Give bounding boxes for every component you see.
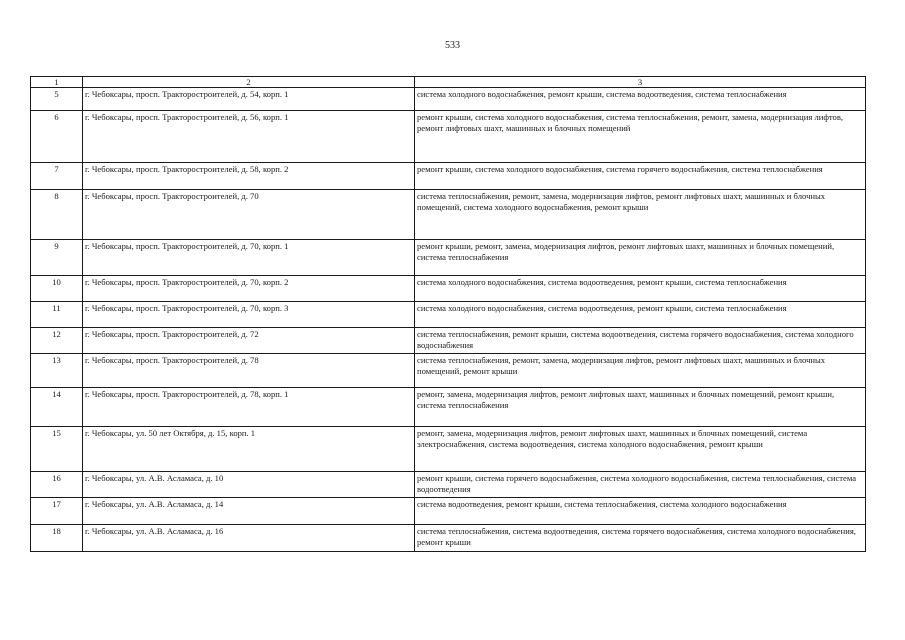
works-cell: система холодного водоснабжения, ремонт крыши, система водоотведения, система теплоснабжения [415,88,866,111]
works-cell: ремонт крыши, система холодного водоснабжения, система теплоснабжения, ремонт, замена, модернизация лифтов, ремонт лифтовых шахт, машинных и блочных помещений [415,111,866,163]
row-number-cell: 5 [31,88,83,111]
page-number: 533 [445,40,460,51]
table-row [31,427,866,472]
address-cell: г. Чебоксары, ул. А.В. Асламаса, д. 16 [83,525,415,552]
address-cell: г. Чебоксары, просп. Тракторостроителей, д. 56, корп. 1 [83,111,415,163]
table-row [31,525,866,552]
address-cell: г. Чебоксары, просп. Тракторостроителей, д. 58, корп. 2 [83,163,415,190]
row-number-cell: 6 [31,111,83,163]
table-header-row [31,77,866,88]
table-row [31,88,866,111]
header-col-2: 2 [83,77,415,88]
table-row [31,328,866,354]
address-cell: г. Чебоксары, просп. Тракторостроителей, д. 72 [83,328,415,354]
table-row [31,472,866,498]
works-cell: ремонт крыши, система горячего водоснабжения, система холодного водоснабжения, система теплоснабжения, система водоотведения [415,472,866,498]
works-cell: ремонт крыши, ремонт, замена, модернизация лифтов, ремонт лифтовых шахт, машинных и блочных помещений, система теплоснабжения [415,240,866,276]
address-cell: г. Чебоксары, просп. Тракторостроителей, д. 70 [83,190,415,240]
table-row [31,240,866,276]
row-number-cell: 17 [31,498,83,525]
address-cell: г. Чебоксары, просп. Тракторостроителей, д. 78, корп. 1 [83,388,415,427]
table-row [31,163,866,190]
table-row [31,190,866,240]
address-cell: г. Чебоксары, просп. Тракторостроителей, д. 70, корп. 2 [83,276,415,302]
works-cell: система холодного водоснабжения, система водоотведения, ремонт крыши, система теплоснабжения [415,302,866,328]
address-cell: г. Чебоксары, ул. 50 лет Октября, д. 15, корп. 1 [83,427,415,472]
works-cell: система теплоснабжения, ремонт, замена, модернизация лифтов, ремонт лифтовых шахт, машинных и блочных помещений, система холодного водоснабжения, ремонт крыши [415,190,866,240]
header-col-1: 1 [31,77,83,88]
row-number-cell: 9 [31,240,83,276]
row-number-cell: 8 [31,190,83,240]
table-row [31,276,866,302]
header-col-3: 3 [415,77,866,88]
works-table [30,76,866,552]
address-cell: г. Чебоксары, просп. Тракторостроителей, д. 70, корп. 1 [83,240,415,276]
works-cell: ремонт, замена, модернизация лифтов, ремонт лифтовых шахт, машинных и блочных помещений, ремонт крыши, система теплоснабжения [415,388,866,427]
works-cell: система теплоснабжения, система водоотведения, система горячего водоснабжения, система холодного водоснабжения, ремонт крыши [415,525,866,552]
row-number-cell: 16 [31,472,83,498]
table-row [31,354,866,388]
address-cell: г. Чебоксары, просп. Тракторостроителей, д. 54, корп. 1 [83,88,415,111]
row-number-cell: 14 [31,388,83,427]
works-cell: система теплоснабжения, ремонт крыши, система водоотведения, система горячего водоснабжения, система холодного водоснабжения [415,328,866,354]
table-row [31,302,866,328]
works-cell: система теплоснабжения, ремонт, замена, модернизация лифтов, ремонт лифтовых шахт, машинных и блочных помещений, ремонт крыши [415,354,866,388]
address-cell: г. Чебоксары, просп. Тракторостроителей, д. 70, корп. 3 [83,302,415,328]
works-cell: ремонт крыши, система холодного водоснабжения, система горячего водоснабжения, система теплоснабжения [415,163,866,190]
row-number-cell: 18 [31,525,83,552]
table-row [31,111,866,163]
works-cell: система водоотведения, ремонт крыши, система теплоснабжения, система холодного водоснабжения [415,498,866,525]
row-number-cell: 13 [31,354,83,388]
address-cell: г. Чебоксары, просп. Тракторостроителей, д. 78 [83,354,415,388]
address-cell: г. Чебоксары, ул. А.В. Асламаса, д. 14 [83,498,415,525]
table-row [31,388,866,427]
row-number-cell: 11 [31,302,83,328]
works-cell: ремонт, замена, модернизация лифтов, ремонт лифтовых шахт, машинных и блочных помещений, система электроснабжения, система водоотведения, система холодного водоснабжения, ремонт крыши [415,427,866,472]
row-number-cell: 15 [31,427,83,472]
works-cell: система холодного водоснабжения, система водоотведения, ремонт крыши, система теплоснабжения [415,276,866,302]
row-number-cell: 10 [31,276,83,302]
row-number-cell: 7 [31,163,83,190]
row-number-cell: 12 [31,328,83,354]
address-cell: г. Чебоксары, ул. А.В. Асламаса, д. 10 [83,472,415,498]
table-row [31,498,866,525]
